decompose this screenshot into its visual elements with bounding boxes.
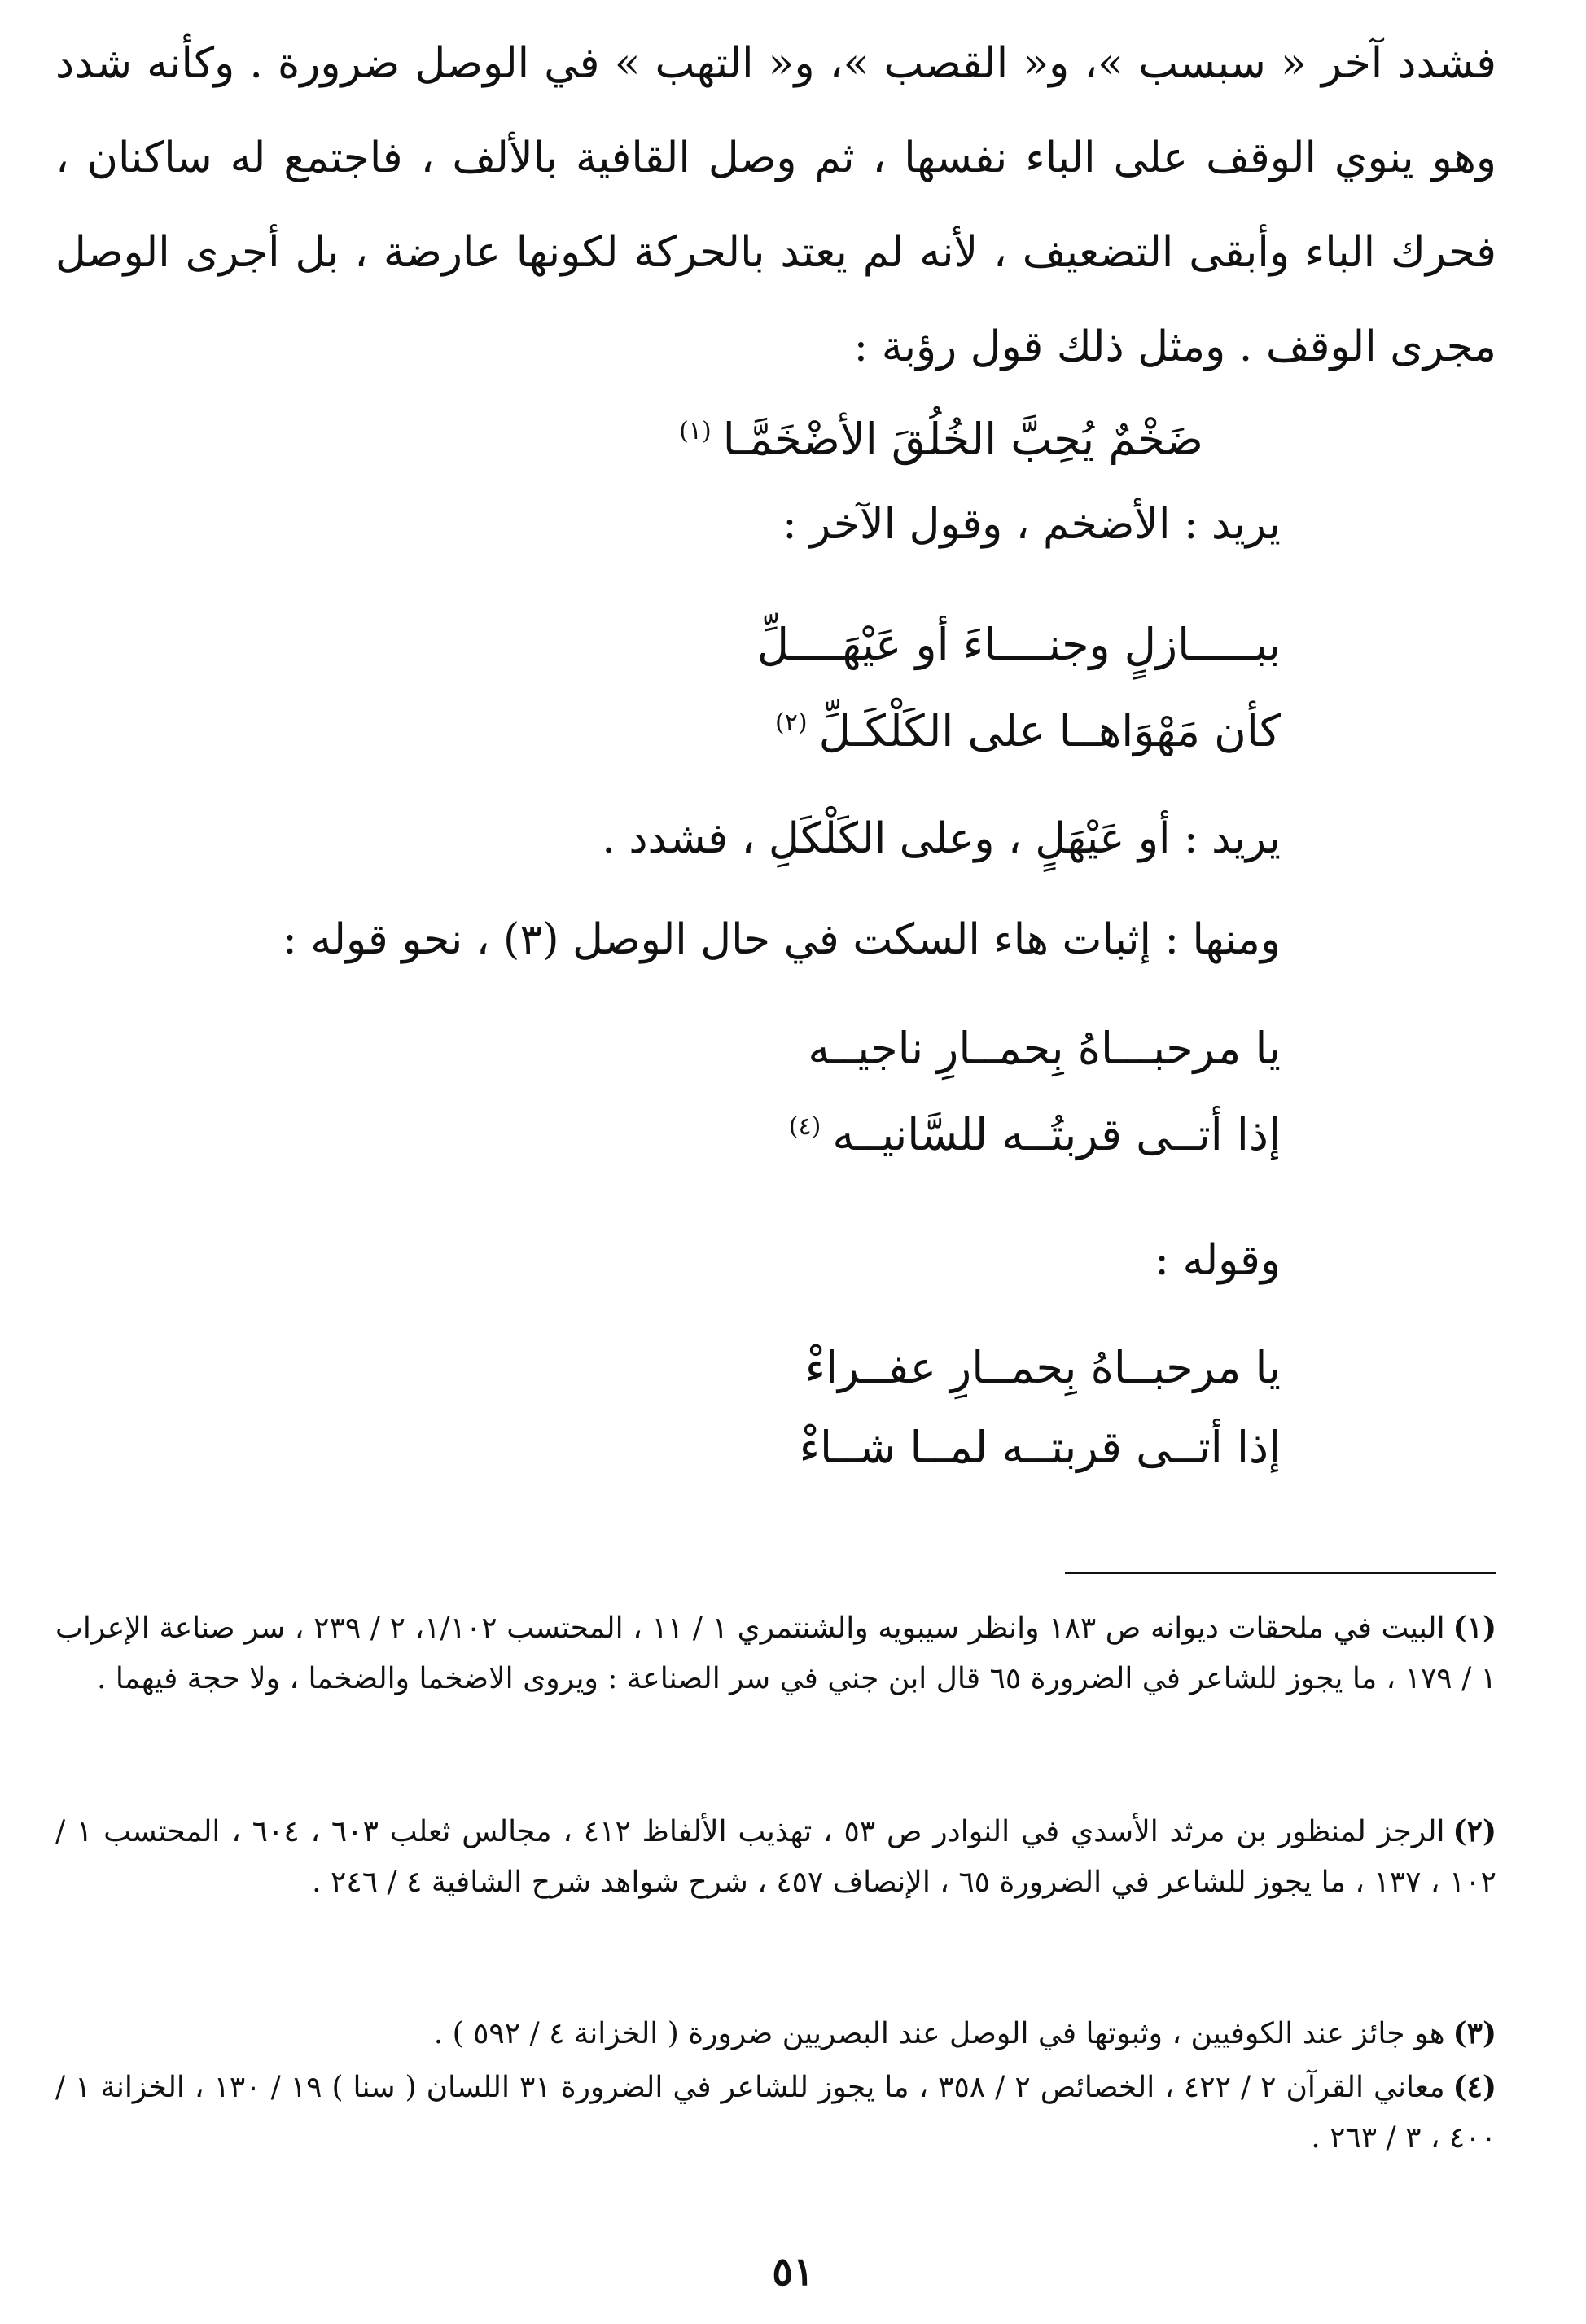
verse-2-line-2-text: كأن مَهْوَاهــا على الكَلْكَـلِّ: [818, 705, 1281, 756]
footnote-1-text: البيت في ملحقات ديوانه ص ١٨٣ وانظر سيبويه والشنتمري ١ / ١١ ، المحتسب ١/١٠٢، ٢ / ٢٣٩ ، سر صناعة الإعراب ١ / ١٧٩ ، ما يجوز للشاعر في الضرورة ٦٥ قال ابن جني في سر الصناعة : ويروى الاضخما والضخما ، ولا حجة فيهما .: [55, 1611, 1496, 1695]
footnote-4-number: (٤): [1452, 2070, 1497, 2104]
footnote-4: [55, 2062, 1496, 2164]
verse-ruba: [679, 399, 1203, 472]
footnote-3-number: (٣): [1452, 2016, 1496, 2050]
verse-3-line-1: يا مرحبـــاهُ بِحمــارِ ناجيــه: [808, 1023, 1281, 1074]
footnote-ref-2: (٢): [775, 708, 808, 737]
footnote-3: [55, 2008, 1496, 2059]
verse-4-line-1: يا مرحبــاهُ بِحمــارِ عفــراءْ: [804, 1342, 1281, 1393]
text-line-yurid-1: يريد : الأضخم ، وقول الآخر :: [782, 500, 1281, 549]
verse-2-line-1: ببـــــازلٍ وجنــــاءَ أو عَيْهَــــلِّ: [756, 619, 1281, 670]
text-line-yurid-2: يريد : أو عَيْهَلٍ ، وعلى الكَلْكَلِ ، فشدد .: [602, 814, 1281, 863]
verse-2-line-2: [775, 691, 1281, 764]
text-line-waqawluhu: وقوله :: [1154, 1236, 1281, 1285]
footnote-2: [55, 1806, 1496, 1908]
paragraph-main: فشدد آخر « سبسب »، و« القصب »، و« التهب » في الوصل ضرورة . وكأنه شدد وهو ينوي الوقف على الباء نفسها ، ثم وصل القافية بالألف ، فاجتمع له ساكنان ، فحرك الباء وأبقى التضعيف ، لأنه لم يعتد بالحركة لكونها عارضة ، بل أجرى الوصل مجرى الوقف . ومثل ذلك قول رؤبة :: [55, 39, 1496, 371]
footnote-1-number: (١): [1452, 1611, 1497, 1645]
footnote-ref-4: (٤): [788, 1112, 821, 1141]
footnote-ref-1: (١): [679, 417, 712, 445]
footnote-1: [55, 1603, 1496, 1704]
page-number: ٥١: [772, 2249, 814, 2295]
text-line-minha: ومنها : إثبات هاء السكت في حال الوصل (٣) ، نحو قوله :: [283, 915, 1281, 964]
verse-4-line-2: إذا أتــى قربتــه لمــا شــاءْ: [799, 1422, 1281, 1473]
footnote-4-text: معاني القرآن ٢ / ٤٢٢ ، الخصائص ٢ / ٣٥٨ ، ما يجوز للشاعر في الضرورة ٣١ اللسان ( سنا ) ١٩ / ١٣٠ ، الخزانة ١ / ٤٠٠ ، ٣ / ٢٦٣ .: [55, 2071, 1496, 2155]
verse-3-line-2: [789, 1094, 1281, 1168]
footnote-separator: [1065, 1572, 1496, 1574]
verse-3-line-2-text: إذا أتــى قربتُــه للسَّانيــه: [832, 1109, 1281, 1160]
footnote-3-text: هو جائز عند الكوفيين ، وثبوتها في الوصل عند البصريين ضرورة ( الخزانة ٤ / ٥٩٢ ) .: [433, 2017, 1445, 2050]
footnote-2-text: الرجز لمنظور بن مرثد الأسدي في النوادر ص ٥٣ ، تهذيب الألفاظ ٤١٢ ، مجالس ثعلب ٦٠٣ ، ٦٠٤ ، المحتسب ١ / ١٠٢ ، ١٣٧ ، ما يجوز للشاعر في الضرورة ٦٥ ، الإنصاف ٤٥٧ ، شرح شواهد شرح الشافية ٤ / ٢٤٦ .: [55, 1815, 1496, 1899]
verse-ruba-text: ضَخْمٌ يُحِبَّ الخُلُقَ الأضْخَمَّـا: [722, 414, 1203, 465]
footnote-2-number: (٢): [1452, 1814, 1496, 1848]
